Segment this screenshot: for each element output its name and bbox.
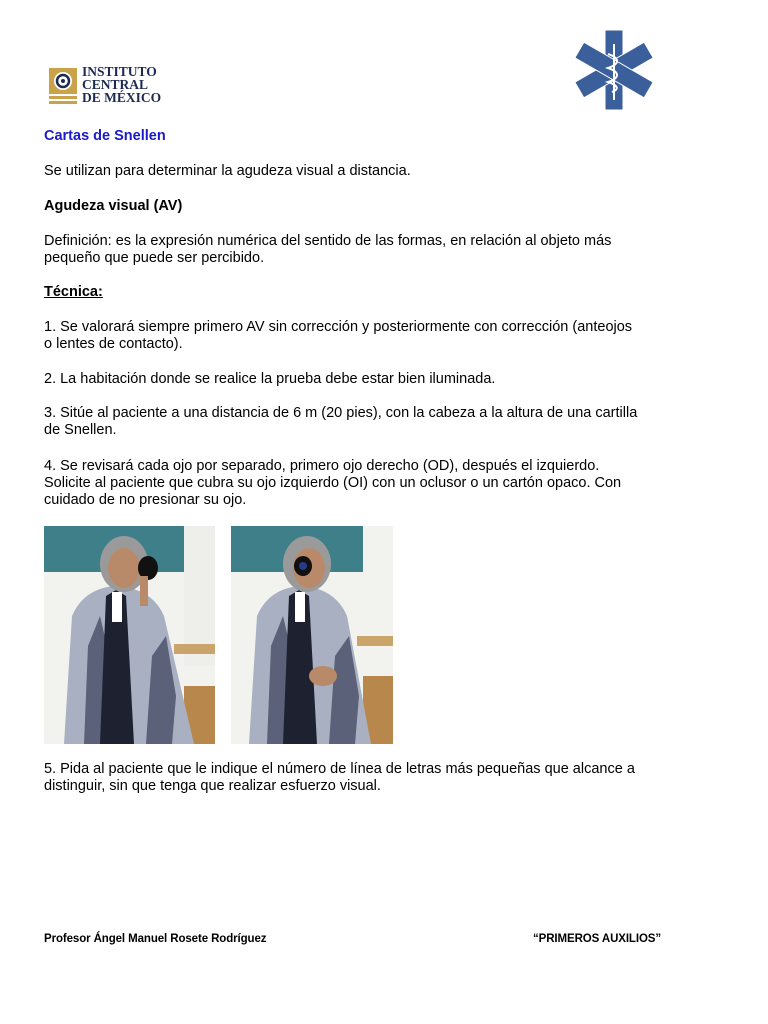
footer-author: Profesor Ángel Manuel Rosete Rodríguez <box>44 933 267 945</box>
step-4-line-2: Solicite al paciente que cubra su ojo izquierdo (OI) con un oclusor o un cartón opaco. Con <box>44 475 622 491</box>
definition-line-2: pequeño que puede ser percibido. <box>44 250 265 266</box>
step-3-line-1: 3. Sitúe al paciente a una distancia de 6 m (20 pies), con la cabeza a la altura de una cartilla <box>44 405 638 421</box>
heading-agudeza-visual: Agudeza visual (AV) <box>44 198 183 214</box>
intro-text: Se utilizan para determinar la agudeza visual a distancia. <box>44 163 411 179</box>
step-1-line-2: o lentes de contacto). <box>44 336 183 352</box>
step-1-line-1: 1. Se valorará siempre primero AV sin corrección y posteriormente con corrección (anteojos <box>44 319 633 335</box>
star-of-life-icon <box>572 28 656 112</box>
step-5-line-2: distinguir, sin que tenga que realizar esfuerzo visual. <box>44 778 381 794</box>
institute-name: INSTITUTO CENTRAL DE MÉXICO <box>82 64 162 105</box>
step-3-line-2: de Snellen. <box>44 422 117 438</box>
step-5-line-1: 5. Pida al paciente que le indique el número de línea de letras más pequeñas que alcance a <box>44 761 635 777</box>
institute-emblem-icon <box>48 66 78 106</box>
patient-photo-left-eye-covered <box>231 526 393 744</box>
step-4-line-3: cuidado de no presionar su ojo. <box>44 492 247 508</box>
definition-line-1: Definición: es la expresión numérica del sentido de las formas, en relación al objeto más <box>44 233 612 249</box>
institute-logo <box>46 64 166 108</box>
footer-course: “PRIMEROS AUXILIOS” <box>533 933 662 945</box>
step-4-line-1: 4. Se revisará cada ojo por separado, primero ojo derecho (OD), después el izquierdo. <box>44 458 600 474</box>
step-2: 2. La habitación donde se realice la prueba debe estar bien iluminada. <box>44 371 496 387</box>
heading-tecnica: Técnica: <box>44 284 103 300</box>
patient-photo-right-eye-covered <box>44 526 215 744</box>
page-title: Cartas de Snellen <box>44 128 166 144</box>
